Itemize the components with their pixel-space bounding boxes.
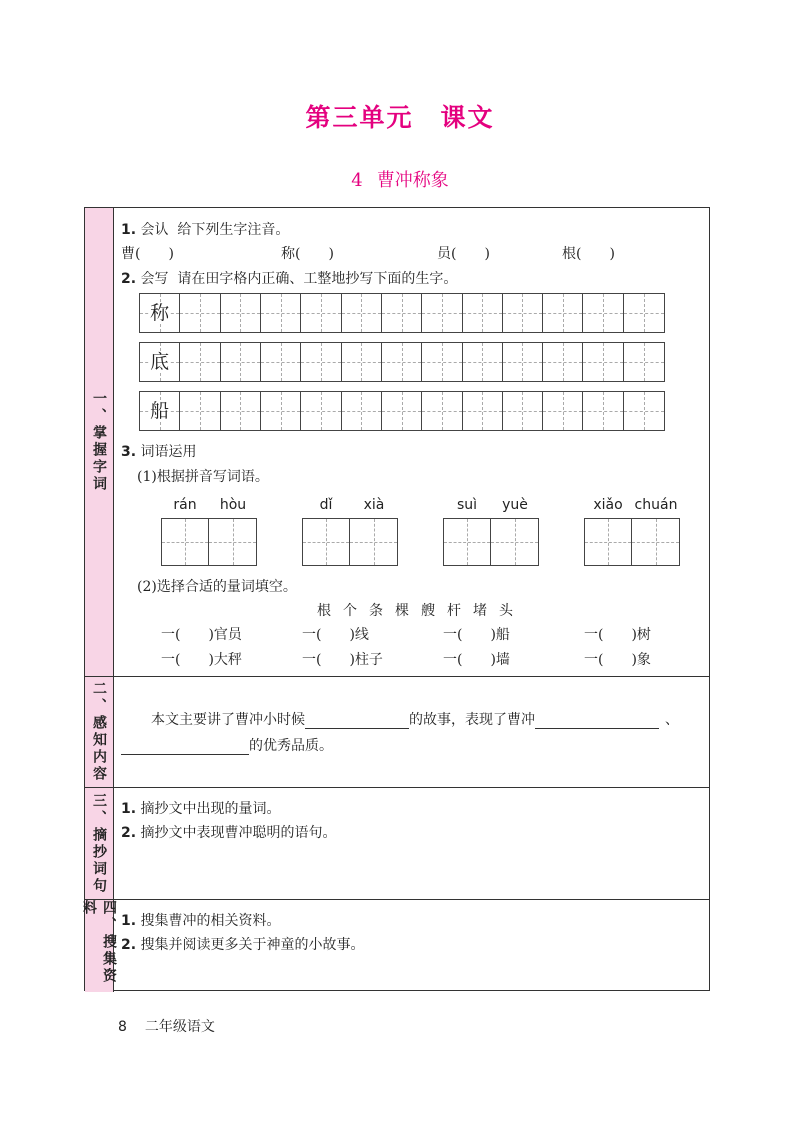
q1-heading: 1. 会认 给下列生字注音。 [121,222,290,238]
fill-item[interactable]: 一( )柱子 [302,652,383,668]
section-label: 一、掌握字词 [85,208,114,676]
fill-item[interactable]: 一( )线 [302,627,369,643]
q3-sub2: (2)选择合适的量词填空。 [137,579,297,595]
tianzige-row[interactable] [139,293,665,333]
answer-blank[interactable] [121,738,249,755]
pinyin: chuán [634,497,678,513]
research-item: 2. 搜集并阅读更多关于神童的小故事。 [121,937,365,953]
q3-heading: 3. 词语运用 [121,444,197,460]
lesson-title [0,166,800,192]
q1-char[interactable]: 称( ) [281,246,334,262]
summary-line-2: 的优秀品质。 [121,735,333,755]
fill-item[interactable]: 一( )官员 [161,627,242,643]
word-box[interactable] [584,518,680,566]
fill-item[interactable]: 一( )象 [584,652,651,668]
worksheet [81,207,710,991]
pinyin: xià [363,497,385,513]
q1-char[interactable]: 根( ) [562,246,615,262]
section-research [81,900,709,992]
section-excerpts [85,788,709,900]
word-box[interactable] [443,518,539,566]
page-footer [118,1016,215,1036]
summary-line-1: 本文主要讲了曹冲小时候 的故事，表现了曹冲 、 [151,712,679,728]
lesson-name: 曹冲称象 [376,170,449,191]
pinyin: xiǎo [593,497,623,513]
book-name: 二年级语文 [144,1019,215,1035]
q2-heading: 2. 会写 请在田字格内正确、工整地抄写下面的生字。 [121,271,458,287]
excerpt-item: 1. 摘抄文中出现的量词。 [121,801,281,817]
pinyin: hòu [219,497,247,513]
section-label: 二、感知内容 [85,677,114,787]
pinyin: rán [173,497,197,513]
excerpt-item: 2. 摘抄文中表现曹冲聪明的语句。 [121,825,337,841]
word-box[interactable] [161,518,257,566]
section-vocabulary [85,208,709,677]
page-number: 8 [118,1019,127,1035]
unit-title: 第三单元 课文 [305,103,495,132]
model-char: 底 [150,350,170,373]
tianzige-row[interactable] [139,342,665,382]
lesson-number: 4 [351,170,363,191]
measure-words: 根个条棵艘杆堵头 [317,603,525,619]
model-char: 船 [150,399,170,422]
word-box[interactable] [302,518,398,566]
research-item: 1. 搜集曹冲的相关资料。 [121,913,281,929]
pinyin: yuè [502,497,528,513]
answer-blank[interactable] [535,712,659,729]
q1-char[interactable]: 员( ) [437,246,490,262]
model-char: 称 [150,301,170,324]
fill-item[interactable]: 一( )树 [584,627,651,643]
fill-item[interactable]: 一( )船 [443,627,510,643]
section-label: 四、搜集资料 [85,900,114,992]
q1-char[interactable]: 曹( ) [121,246,174,262]
pinyin: dǐ [319,497,333,513]
fill-item[interactable]: 一( )大秤 [161,652,242,668]
section-label: 三、摘抄词句 [85,788,114,899]
pinyin: suì [456,497,478,513]
tianzige-row[interactable] [139,391,665,431]
q3-sub1: (1)根据拼音写词语。 [137,469,269,485]
section-comprehension [85,677,709,788]
fill-item[interactable]: 一( )墙 [443,652,510,668]
answer-blank[interactable] [305,712,409,729]
